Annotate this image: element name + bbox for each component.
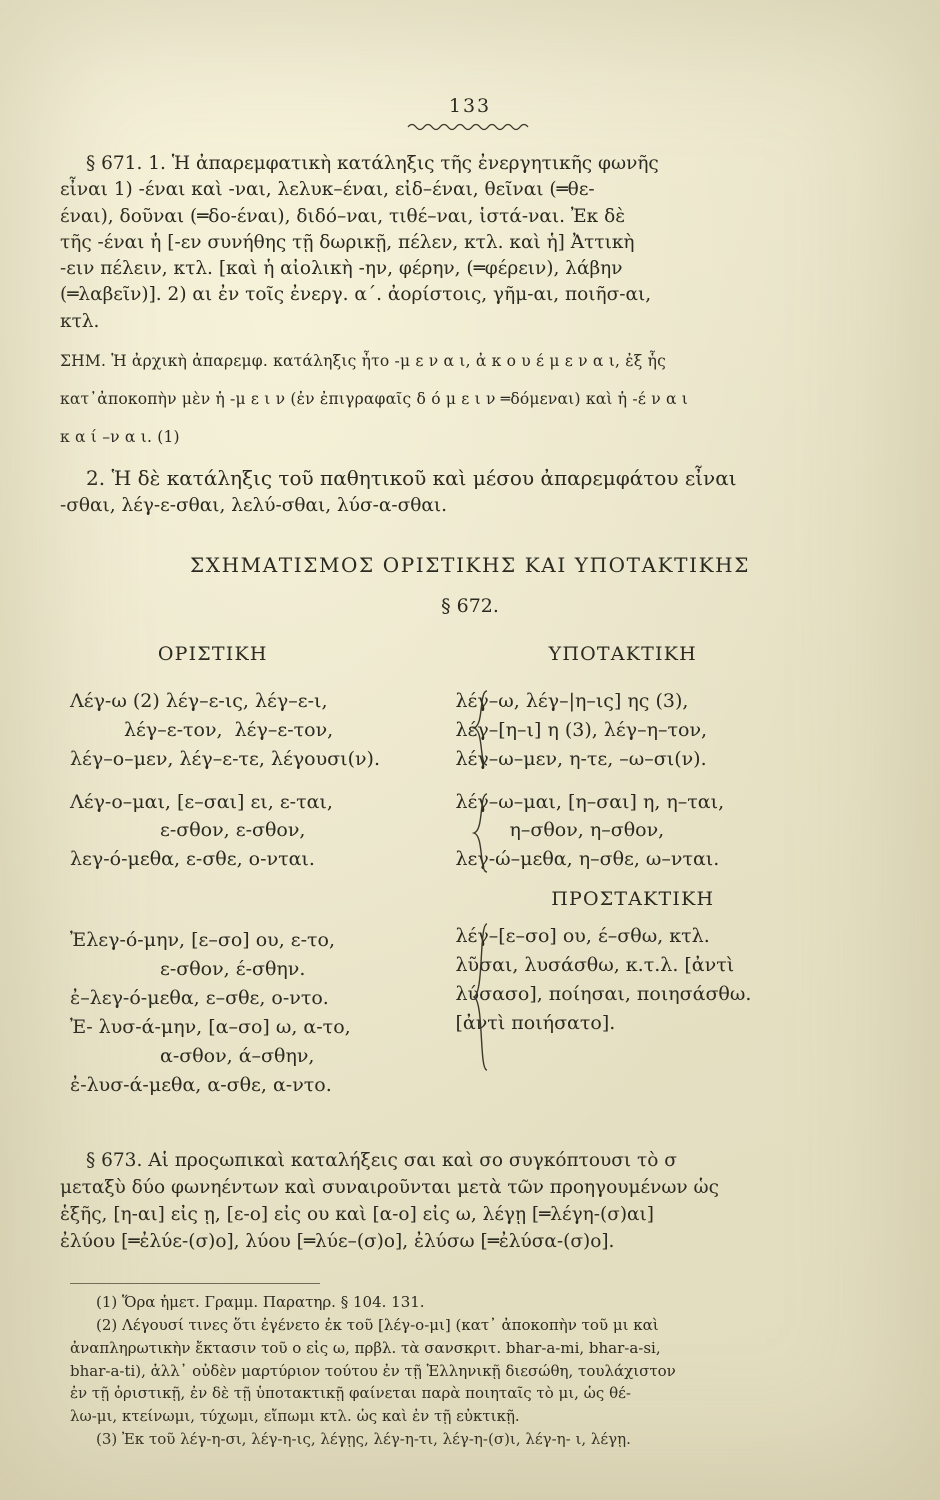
note-671-line-1: ΣΗΜ. Ἡ ἀρχικὴ ἀπαρεμφ. κατάληξις ἦτο -μ ε ν α ι, ἀ κ ο υ έ μ ε ν α ι, ἐξ ἧς [60, 352, 666, 371]
wavy-divider-icon [406, 121, 534, 131]
line: λέγ–ε-τον, λέγ–ε-τον, [124, 718, 334, 741]
section-671-line-6: (═λαβεῖν)]. 2) αι ἐν τοῖς ἐνεργ. α΄. ἀορίστοις, γῆμ-αι, ποιῆσ-αι, [60, 284, 652, 306]
note-671-line-2: κατ᾽ἀποκοπὴν μὲν ἡ -μ ε ι ν (ἐν ἐπιγραφαῖς δ ό μ ε ι ν ═δόμεναι) καὶ ἡ -έ ν α ι [60, 390, 689, 409]
indicative-imperfect-aorist [70, 926, 416, 1099]
note-671 [60, 350, 880, 448]
indicative-heading: ΟΡΙΣΤΙΚΗ [157, 642, 268, 665]
section-673 [60, 1147, 880, 1255]
line: λεγ-ό-μεθα, ε-σθε, ο-νται. [70, 848, 315, 871]
left-brace-icon [470, 792, 492, 874]
line: λέγ–ω, λέγ–|η–ις] ης (3), [455, 689, 689, 712]
section-673-line-4: ἐλύου [═ἐλύε-(σ)ο], λύου [═λύε–(σ)ο], ἐλύσω [═ἐλύσα-(σ)ο]. [60, 1231, 615, 1253]
line: λέγ–ο–μεν, λέγ–ε-τε, λέγουσι(ν). [70, 747, 381, 770]
indicative-column [60, 643, 416, 1114]
paradigm-columns [60, 643, 880, 1114]
footnote-divider [70, 1283, 320, 1284]
subjunctive-column [416, 643, 880, 1114]
line: ἐ-λυσ-ά-μεθα, α-σθε, α-ντο. [70, 1073, 332, 1096]
page-number-area [60, 95, 880, 131]
imperative-heading: ΠΡΟΣΤΑΚΤΙΚΗ [551, 888, 715, 911]
note-671-line-3: κ α ί –ν α ι. (1) [60, 428, 180, 447]
section-671b-line-2: -σθαι, λέγ-ε-σθαι, λελύ-σθαι, λύσ-α-σθαι. [60, 494, 448, 516]
section-671-line-2: εἶναι 1) -έναι καὶ -ναι, λελυκ–έναι, εἰδ–έναι, θεῖναι (═θε- [60, 179, 595, 201]
section-673-line-3: ἑξῆς, [η-αι] εἰς ῃ, [ε-ο] εἰς ου καὶ [α-ο] εἰς ω, λέγῃ [═λέγη-(σ)αι] [60, 1204, 655, 1226]
left-brace-icon [470, 922, 492, 1072]
line: λέγ–[η–ι] η (3), λέγ–η–τον, [455, 718, 708, 741]
line: λύσασο], ποίησαι, ποιησάσθω. [455, 982, 752, 1005]
imperative-forms [456, 922, 880, 1038]
line: Λέγ-ο–μαι, [ε–σαι] ει, ε-ται, [70, 790, 333, 813]
indicative-present-active [70, 687, 416, 774]
section-671-line-3: έναι), δοῦναι (═δο-έναι), διδό–ναι, τιθέ–ναι, ἱστά-ναι. Ἐκ δὲ [60, 205, 626, 227]
subjunctive-heading: ΥΠΟΤΑΚΤΙΚΗ [548, 642, 697, 665]
subjunctive-present-middle [456, 788, 880, 875]
line: α-σθον, ά–σθην, [160, 1044, 315, 1067]
section-671-line-1: § 671. 1. Ἡ ἀπαρεμφατικὴ κατάληξις τῆς ἐνεργητικῆς φωνῆς [86, 153, 659, 174]
section-672-number: § 672. [441, 594, 499, 617]
line: [ἀντὶ ποιήσατο]. [455, 1011, 616, 1034]
line: ἐ–λεγ-ό-μεθα, ε–σθε, ο-ντο. [70, 986, 329, 1009]
footnote-2-line-5: λω-μι, κτείνωμι, τύχωμι, εἴπωμι κτλ. ὡς καὶ ἐν τῇ εὐκτικῇ. [70, 1407, 520, 1426]
section-671-line-5: -ειν πέλειν, κτλ. [καὶ ἡ αἰολικὴ -ην, φέρην, (═φέρειν), λάβην [60, 258, 623, 280]
section-673-line-2: μεταξὺ δύο φωνηέντων καὶ συναιροῦνται μετὰ τῶν προηγουμένων ὡς [60, 1177, 719, 1199]
section-671b [60, 464, 880, 519]
footnote-2-line-1: (2) Λέγουσί τινες ὅτι ἐγένετο ἐκ τοῦ [λέγ-ο-μι] (κατ᾽ ἀποκοπὴν τοῦ μι καὶ [96, 1316, 659, 1335]
paradigm-heading: ΣΧΗΜΑΤΙΣΜΟΣ ΟΡΙΣΤΙΚΗΣ ΚΑΙ ΥΠΟΤΑΚΤΙΚΗΣ [190, 552, 750, 577]
footnotes [60, 1292, 880, 1450]
footnote-2-line-3: bhar-a-ti), ἀλλ᾽ οὐδὲν μαρτύριον τούτου ἐν τῇ Ἑλληνικῇ διεσώθη, τουλάχιστον [70, 1361, 676, 1380]
page-number: 133 [448, 95, 492, 117]
line: λέγ–ω–μεν, η-τε, –ω–σι(ν). [455, 747, 707, 770]
section-671-line-4: τῆς -έναι ἡ [-εν συνήθης τῇ δωρικῇ, πέλεν, κτλ. καὶ ἡ] Ἀττικὴ [60, 231, 635, 253]
indicative-present-middle [70, 788, 416, 875]
line: ε-σθον, έ-σθην. [160, 958, 306, 981]
section-671b-line-1: 2. Ἡ δὲ κατάληξις τοῦ παθητικοῦ καὶ μέσου ἀπαρεμφάτου εἶναι [86, 466, 737, 491]
footnote-2-line-2: ἀναπληρωτικὴν ἔκτασιν τοῦ ο εἰς ω, πρβλ. τὰ σανσκριτ. bhar-a-mi, bhar-a-si, [70, 1338, 661, 1357]
line: Ἐλεγ-ό-μην, [ε–σο] ου, ε-το, [70, 929, 336, 952]
line: λέγ–ω–μαι, [η–σαι] η, η–ται, [455, 790, 725, 813]
section-671 [60, 151, 880, 335]
line: Λέγ-ω (2) λέγ–ε-ις, λέγ–ε-ι, [70, 689, 328, 712]
section-673-line-1: § 673. Αἱ προςωπικαὶ καταλήξεις σαι καὶ σο συγκόπτουσι τὸ σ [86, 1150, 677, 1172]
left-brace-icon [470, 689, 492, 767]
section-671-line-7: κτλ. [60, 310, 100, 332]
footnote-1: (1) Ὅρα ἡμετ. Γραμμ. Παρατηρ. § 104. 131. [96, 1293, 425, 1312]
page-content [60, 0, 880, 1452]
line: Ἐ- λυσ-ά-μην, [α–σο] ω, α-το, [70, 1015, 351, 1038]
line: λεγ-ώ–μεθα, η–σθε, ω–νται. [455, 848, 720, 871]
line: ε-σθον, ε-σθον, [160, 819, 306, 842]
subjunctive-present-active [456, 687, 880, 774]
line: η–σθον, η–σθον, [509, 819, 665, 842]
footnote-2-line-4: ἐν τῇ ὁριστικῇ, ἐν δὲ τῇ ὑποτακτικῇ φαίνεται παρὰ ποιηταῖς τὸ μι, ὡς θέ- [70, 1384, 631, 1403]
footnote-3: (3) Ἐκ τοῦ λέγ-η-σι, λέγ-η-ις, λέγῃς, λέγ-η-τι, λέγ-η-(σ)ι, λέγ-η- ι, λέγῃ. [96, 1429, 631, 1448]
line: λέγ–[ε–σο] ου, έ–σθω, κτλ. [455, 925, 710, 948]
line: λῦσαι, λυσάσθω, κ.τ.λ. [ἀντὶ [455, 954, 735, 977]
